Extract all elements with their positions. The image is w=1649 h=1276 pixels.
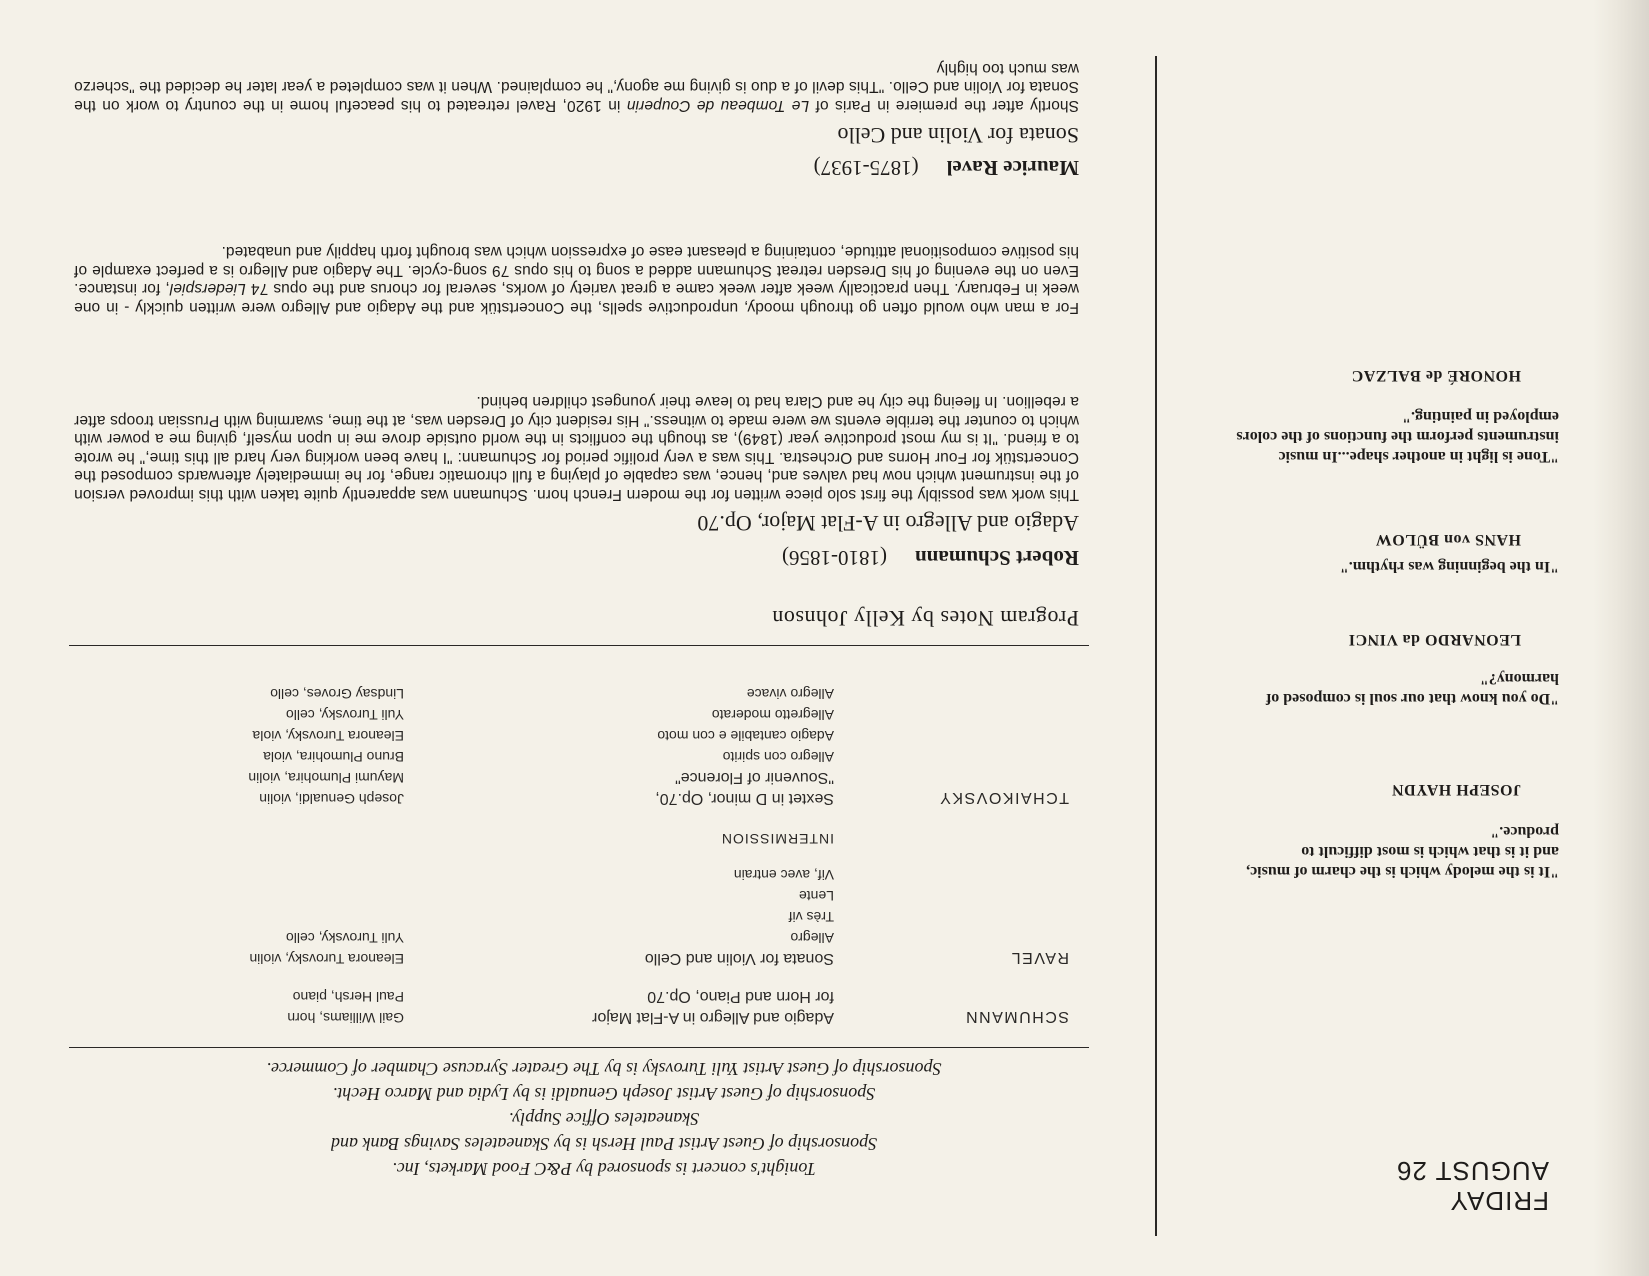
work-title: Adagio and Allegro in A-Flat Major xyxy=(592,1009,834,1026)
quote-author: LEONARDO da VINCI xyxy=(1348,631,1521,648)
note-paragraph xyxy=(74,242,1079,316)
performer: Gail Williams, horn xyxy=(287,1010,404,1026)
quote-author: HANS von BÜLOW xyxy=(1375,531,1521,548)
quote-text: "In the beginning was rhythm." xyxy=(1339,558,1559,575)
quote-author: JOSEPH HAYDN xyxy=(1391,781,1521,798)
performer: Joseph Genualdi, violin xyxy=(259,791,404,807)
sponsorship-credits xyxy=(79,1056,1129,1181)
note-text-italic: Le Tombeau de Couperin xyxy=(626,97,810,114)
work-title: Sonata for Violin and Cello xyxy=(644,950,834,967)
note-composer-years: (1875-1937) xyxy=(813,156,919,180)
performer: Yuli Turovsky, cello xyxy=(285,930,404,946)
sponsor-line: Skaneateles Office Supply. xyxy=(508,1109,700,1129)
section-divider xyxy=(69,1047,1089,1048)
sponsor-line: Sponsorship of Guest Artist Joseph Genualdi is by Lydia and Marco Hecht. xyxy=(332,1084,876,1104)
work-title: for Horn and Piano, Op.70 xyxy=(647,988,834,1005)
note-text: Shortly after the premiere in Paris of xyxy=(809,97,1079,114)
work-title: "Souvenir of Florence" xyxy=(675,769,834,786)
performer: Bruno Plumohira, viola xyxy=(263,749,404,765)
movement: Lente xyxy=(798,888,834,904)
sponsor-line: Tonight's concert is sponsored by P&C Food Markets, Inc. xyxy=(392,1159,816,1179)
composer-name: SCHUMANN xyxy=(964,1008,1069,1025)
performer: Eleanora Turovsky, viola xyxy=(252,728,404,744)
note-text-italic: Liederspiel xyxy=(169,280,246,298)
note-composer-years: (1810-1856) xyxy=(782,546,888,570)
performer: Paul Hersh, piano xyxy=(292,989,404,1005)
movement: Adagio cantabile e con moto xyxy=(657,728,834,744)
performer: Yuli Turovsky, cello xyxy=(285,707,404,723)
note-composer-heading xyxy=(814,155,1079,180)
note-text: For a man who would often go through moody, unproductive spells, the Concertstük and the Adagio and Allegro were written quickly - in one week in February. Then practically week after week came a great variety of works, several for chorus and the opus 74 xyxy=(74,280,1079,316)
quote-text: "It is the melody which is the charm of music, and it is that which is most difficult to produce." xyxy=(1246,823,1559,880)
note-text: in 1920, Ravel retreated to his peaceful home in the country to work on the Sonata for Violin and Cello. "This devil of a duo is giving me agony," he complained. When it was completed a year later he decided the "scherzo was much too highly xyxy=(73,59,1079,114)
movement: Allegretto moderato xyxy=(711,707,834,723)
note-composer-heading xyxy=(782,545,1079,570)
section-divider xyxy=(69,645,1089,646)
work-title: Sextet in D minor, Op.70, xyxy=(655,790,834,807)
movement: Très vif xyxy=(788,909,834,925)
notes-title: Program Notes by Kelly Johnson xyxy=(771,606,1079,631)
note-paragraph: This work was possibly the first solo piece written for the modern French horn. Schumann was apparently quite taken with this improved version of the instrument which now had valves and, hence, was capable of playing a full chromatic range, for he immediately afterwards composed the Concertstük for Four Horns and Orchestra. This was a very prolific period for Schumann: "I have been working very hard all this time," he wrote to a friend. "It is my most productive year (1849), as though the conflicts in the world outside drove me in upon myself, giving me a power with which to counter the terrible events we were made to witness." His resident city of Dresden was, at the time, swarming with Prussian troops after a rebellion. In fleeing the city he and Clara had to leave their youngest children behind. xyxy=(74,393,1079,503)
movement: Allegro vivace xyxy=(746,686,834,702)
movement: Allegro xyxy=(790,930,834,946)
note-work-title: Sonata for Violin and Cello xyxy=(837,123,1079,148)
note-composer-name: Maurice Ravel xyxy=(946,156,1079,180)
movement: Allegro con spirito xyxy=(722,749,834,765)
page-edge xyxy=(1593,0,1649,1276)
performer: Eleanora Turovsky, violin xyxy=(249,951,404,967)
concert-month-day: AUGUST 26 xyxy=(1395,1156,1549,1186)
concert-day: FRIDAY xyxy=(1449,1186,1549,1216)
sponsor-line: Sponsorship of Guest Artist Paul Hersh is by Skaneateles Savings Bank and xyxy=(330,1134,878,1154)
performer: Lindsay Groves, cello xyxy=(270,686,404,702)
column-divider xyxy=(1155,56,1157,1236)
note-work-title: Adagio and Allegro in A-Flat Major, Op.70 xyxy=(697,511,1079,536)
note-composer-name: Robert Schumann xyxy=(915,546,1079,570)
performer: Mayumi Plumohira, violin xyxy=(248,770,404,786)
intermission-label: INTERMISSION xyxy=(720,831,834,847)
quote-text: "Do you know that our soul is composed of harmony?" xyxy=(1265,670,1559,707)
composer-name: TCHAIKOVSKY xyxy=(938,789,1069,806)
concert-date xyxy=(1396,1156,1549,1216)
composer-name: RAVEL xyxy=(1010,949,1069,966)
quote-author: HONORÉ de BALZAC xyxy=(1351,367,1521,384)
note-text: , for instance. Even on the evening of his Dresden retreat Schumann added a song to his opus 79 song-cycle. The Adagio and Allegro is a perfect example of his positive compositional attitude, containing a pleasant ease of expression which was brought forth happily and unabated. xyxy=(74,243,1079,298)
note-paragraph xyxy=(74,58,1079,114)
quote-text: "Tone is light in another shape...In music instruments perform the functions of the colors employed in painting." xyxy=(1236,408,1559,465)
movement: Vif, avec entrain xyxy=(733,867,834,883)
sponsor-line: Sponsorship of Guest Artist Yuli Turovsky is by The Greater Syracuse Chamber of Commerce. xyxy=(266,1059,942,1079)
